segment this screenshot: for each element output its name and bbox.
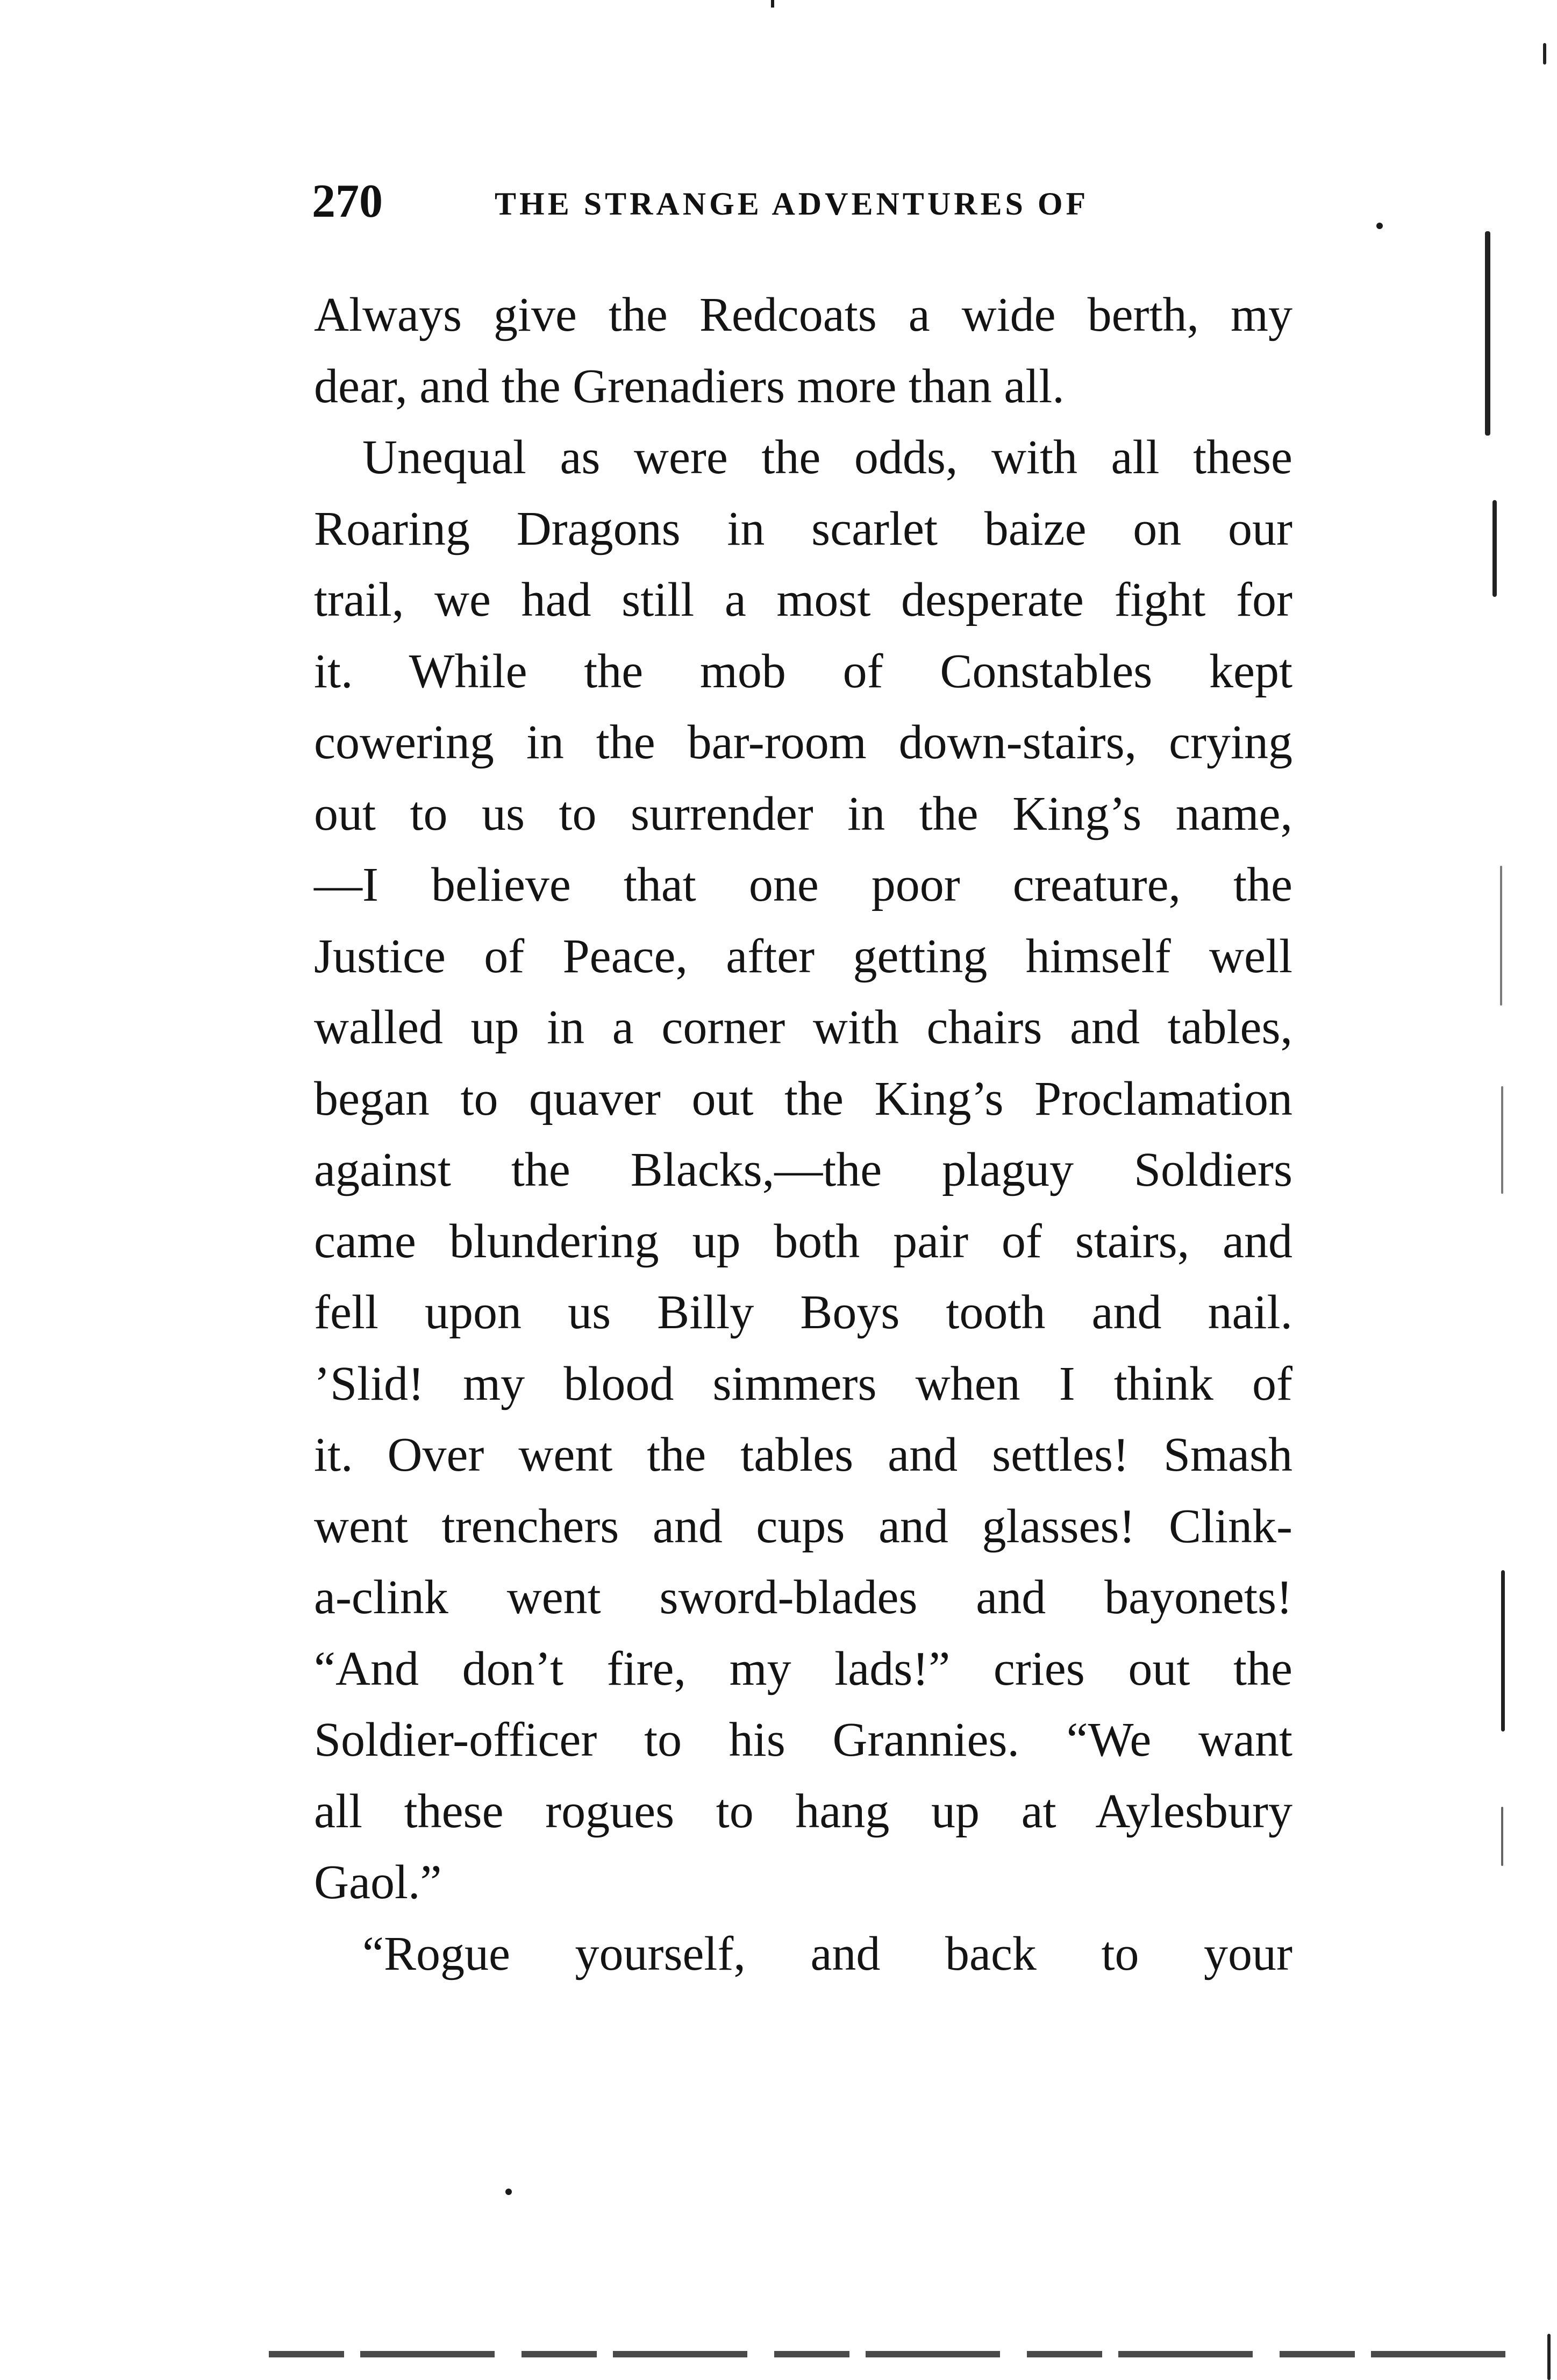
text-line: Always give the Redcoats a wide berth, my	[314, 288, 1292, 341]
text-line: against the Blacks,—the plaguy Soldiers	[314, 1143, 1292, 1196]
page-edge-mark	[1501, 1570, 1505, 1731]
scan-speck	[505, 2189, 512, 2195]
page-edge-mark	[1547, 2334, 1551, 2380]
text-line: Roaring Dragons in scarlet baize on our	[314, 502, 1292, 555]
page-edge-mark	[1492, 500, 1497, 597]
text-line: Soldier-officer to his Grannies. “We want	[314, 1713, 1292, 1766]
text-line: walled up in a corner with chairs and tables,	[314, 1001, 1292, 1054]
text-line: it. Over went the tables and settles! Smash	[314, 1428, 1292, 1481]
page-edge-mark	[1501, 1807, 1503, 1866]
text-line: trail, we had still a most desperate fight for	[314, 573, 1292, 626]
text-line: dear, and the Grenadiers more than all.	[314, 359, 1065, 413]
page-edge-mark	[1500, 866, 1502, 1006]
running-title: THE STRANGE ADVENTURES OF	[495, 186, 1089, 222]
text-line: ’Slid! my blood simmers when I think of	[314, 1357, 1292, 1410]
text-line: all these rogues to hang up at Aylesbury	[314, 1784, 1292, 1838]
text-line: out to us to surrender in the King’s name,	[314, 787, 1292, 840]
text-line: began to quaver out the King’s Proclamation	[314, 1072, 1292, 1125]
text-line: it. While the mob of Constables kept	[314, 644, 1292, 698]
page-edge-mark	[1543, 43, 1546, 65]
text-line: fell upon us Billy Boys tooth and nail.	[314, 1286, 1292, 1339]
text-line: “And don’t fire, my lads!” cries out the	[314, 1642, 1292, 1695]
text-line: —I believe that one poor creature, the	[314, 858, 1292, 911]
scan-speck	[1376, 223, 1383, 229]
text-line: came blundering up both pair of stairs, and	[314, 1214, 1292, 1268]
text-line: cowering in the bar-room down-stairs, crying	[314, 716, 1292, 769]
text-line: Gaol.”	[314, 1856, 442, 1909]
text-line: Justice of Peace, after getting himself well	[314, 929, 1292, 983]
text-line: “Rogue yourself, and back to your	[362, 1927, 1292, 1980]
scan-bottom-edge	[269, 2351, 1522, 2357]
page-edge-mark	[1485, 231, 1490, 436]
text-line: went trenchers and cups and glasses! Clink-	[314, 1499, 1292, 1553]
text-line: a-clink went sword-blades and bayonets!	[314, 1571, 1292, 1624]
body-text	[314, 280, 1292, 1990]
page-number: 270	[312, 175, 383, 227]
text-line: Unequal as were the odds, with all these	[362, 431, 1292, 484]
page-edge-mark	[1501, 1086, 1503, 1194]
page-header	[312, 172, 1290, 231]
scan-speck	[771, 0, 774, 8]
